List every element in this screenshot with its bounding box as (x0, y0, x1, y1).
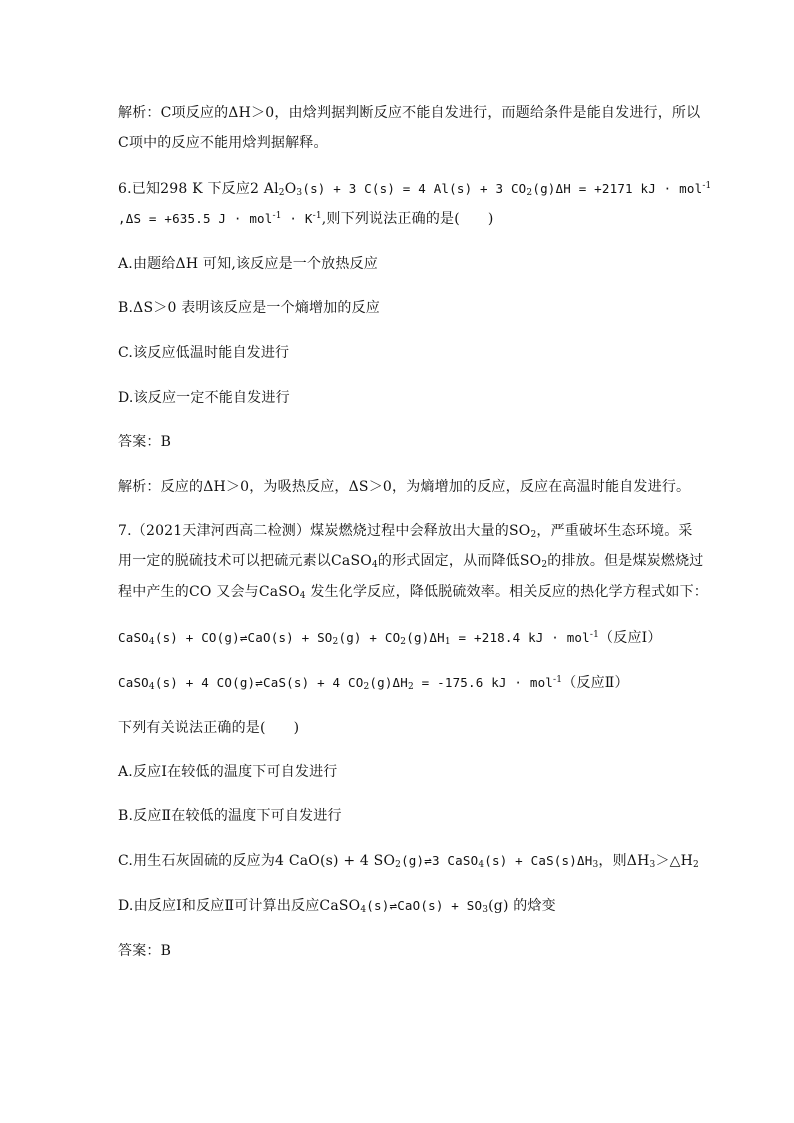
q7-option-c (118, 852, 699, 870)
subscript: 2 (693, 860, 699, 870)
option-text: (s) + CaS(s)ΔH (484, 853, 593, 868)
equation-part: = -175.6 kJ · mol (413, 675, 554, 690)
analysis-text: 解析：反应的ΔH＞0，为吸热反应，ΔS＞0，为熵增加的反应，反应在高温时能自发进行。 (118, 479, 691, 495)
q7-stem-part: 7.（2021天津河西高二检测）煤炭燃烧过程中会释放出大量的SO (118, 523, 531, 539)
q7-option-b (118, 807, 342, 825)
superscript: -1 (272, 211, 282, 221)
q6-stem-part: ,ΔS = +635.5 J · mol (118, 211, 273, 226)
option-text: ＞△H (655, 853, 694, 869)
option-text: D.该反应一定不能自发进行 (118, 390, 290, 406)
q7-equation-2 (118, 674, 629, 692)
superscript: -1 (702, 181, 712, 191)
subscript: 3 (649, 860, 656, 870)
q7-equation-1 (118, 629, 662, 647)
option-text: C.该反应低温时能自发进行 (118, 345, 290, 361)
subscript: 3 (296, 188, 303, 198)
q7-stem-line1 (118, 522, 693, 540)
q7-stem-part: 的形式固定，从而降低SO (377, 553, 542, 569)
q6-stem-part: (g)ΔH = +2171 kJ · mol (532, 181, 703, 196)
option-text: B.反应Ⅱ在较低的温度下可自发进行 (118, 808, 342, 824)
option-text: (g) 的焓变 (488, 898, 556, 914)
equation-part: CaSO (118, 630, 149, 645)
equation-part: CaSO (118, 675, 149, 690)
subscript: 2 (541, 560, 548, 570)
option-text: A.反应Ⅰ在较低的温度下可自发进行 (118, 764, 338, 780)
q7-stem-part: 用一定的脱硫技术可以把硫元素以CaSO (118, 553, 372, 569)
q6-stem-part: O (284, 181, 297, 197)
subscript: 2 (363, 682, 370, 692)
subscript: 4 (478, 860, 485, 870)
subscript: 2 (332, 637, 339, 647)
option-text: (s)⇌CaO(s) + SO (366, 898, 483, 913)
q6-stem-part: (s) + 3 C(s) = 4 Al(s) + 3 CO (302, 181, 527, 196)
q5-analysis-cont-text: C项中的反应不能用焓判据解释。 (118, 135, 328, 151)
q6-stem-part: ) (487, 211, 494, 227)
equation-part: (g)ΔH (369, 675, 409, 690)
subscript: 4 (148, 637, 155, 647)
option-text: B.ΔS＞0 表明该反应是一个熵增加的反应 (118, 300, 380, 316)
superscript: -1 (589, 630, 600, 640)
q6-option-c (118, 344, 289, 362)
q5-analysis-line1 (118, 104, 700, 122)
q6-stem-part: ,则下列说法正确的是( (321, 211, 460, 227)
q5-analysis-line2 (118, 134, 328, 152)
subscript: 2 (526, 188, 533, 198)
q6-stem-line2 (118, 210, 494, 228)
answer-text: 答案：B (118, 943, 172, 959)
q6-stem-line1 (118, 180, 711, 198)
subscript: 4 (371, 560, 378, 570)
option-text: C.用生石灰固硫的反应为4 CaO(s) + 4 SO (118, 853, 396, 869)
superscript: -1 (312, 211, 322, 221)
option-text: ，则ΔH (598, 853, 650, 869)
q7-stem-line2 (118, 552, 703, 570)
option-text: D.由反应Ⅰ和反应Ⅱ可计算出反应CaSO (118, 898, 361, 914)
q6-stem-part: · K (281, 211, 313, 226)
equation-label: （反应Ⅰ） (599, 630, 662, 646)
q7-stem-part: 程中产生的CO 又会与CaSO (118, 584, 300, 600)
q6-option-d (118, 389, 290, 407)
subscript: 2 (278, 188, 285, 198)
subscript: 4 (148, 682, 155, 692)
question-text: ) (293, 720, 300, 736)
subscript: 3 (592, 860, 599, 870)
q7-option-d (118, 897, 556, 915)
equation-part: (s) + CO(g)⇌CaO(s) + SO (154, 630, 333, 645)
equation-label: （反应Ⅱ） (562, 675, 629, 691)
q7-stem-line3 (118, 583, 708, 601)
subscript: 2 (530, 530, 537, 540)
q6-answer (118, 433, 171, 451)
equation-part: (s) + 4 CO(g)⇌CaS(s) + 4 CO (154, 675, 364, 690)
q7-stem-part: 发生化学反应，降低脱硫效率。相关反应的热化学方程式如下： (305, 584, 708, 600)
q6-stem-part: 6.已知298 K 下反应2 Al (118, 181, 279, 197)
equation-part: (g)ΔH (406, 630, 445, 645)
q7-question (118, 719, 299, 737)
superscript: -1 (553, 675, 563, 685)
subscript: 1 (444, 637, 451, 647)
q7-stem-part: ，严重破坏生态环境。采 (536, 523, 693, 539)
subscript: 2 (400, 637, 407, 647)
q7-stem-part: 的排放。但是煤炭燃烧过 (547, 553, 704, 569)
q5-analysis-text: 解析：C项反应的ΔH＞0，由焓判据判断反应不能自发进行，而题给条件是能自发进行，所以 (118, 105, 701, 121)
q6-option-b (118, 299, 380, 317)
subscript: 3 (482, 905, 489, 915)
q6-option-a (118, 255, 378, 273)
q7-option-a (118, 763, 338, 781)
equation-part: = +218.4 kJ · mol (450, 630, 590, 645)
option-text: (g)⇌3 CaSO (401, 853, 479, 868)
option-text: A.由题给ΔH 可知,该反应是一个放热反应 (118, 256, 378, 272)
answer-text: 答案：B (118, 434, 172, 450)
subscript: 4 (299, 591, 306, 601)
subscript: 2 (395, 860, 402, 870)
equation-part: (g) + CO (338, 630, 401, 645)
q7-answer (118, 942, 171, 960)
q6-analysis (118, 478, 690, 496)
question-text: 下列有关说法正确的是( (118, 720, 266, 736)
subscript: 4 (360, 905, 367, 915)
subscript: 2 (408, 682, 414, 692)
